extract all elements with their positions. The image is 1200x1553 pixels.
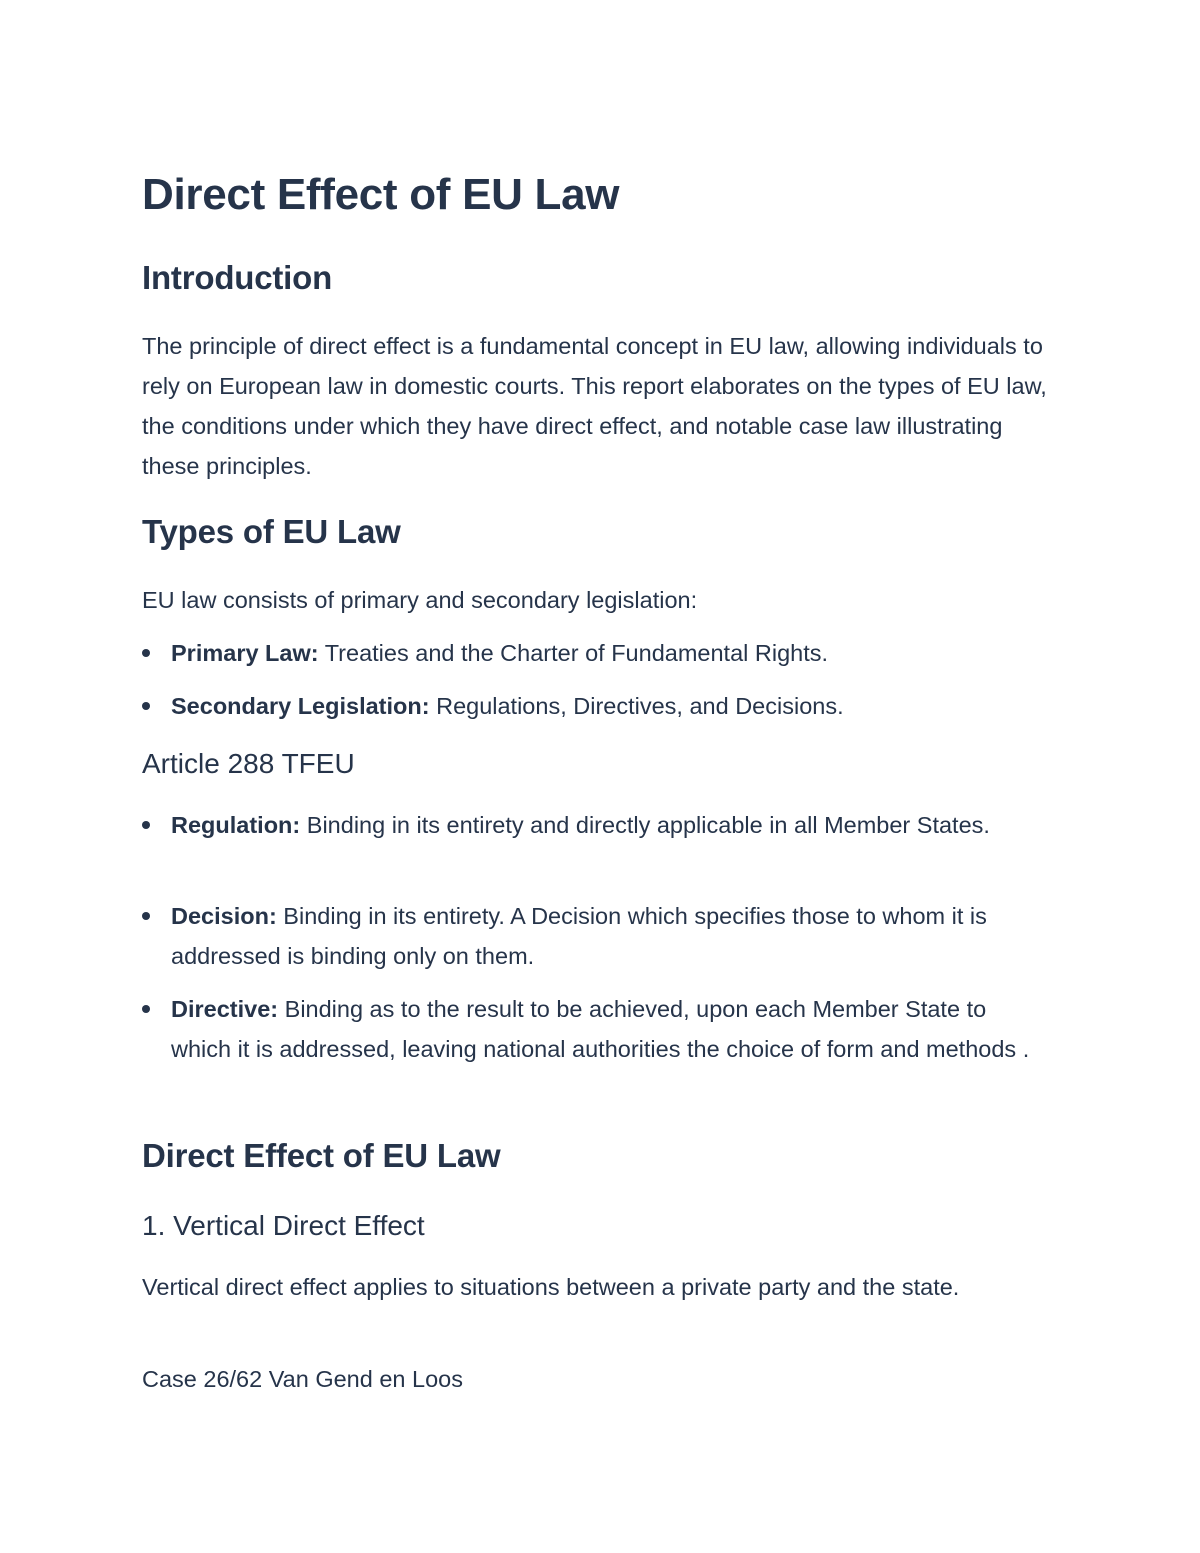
vertical-direct-effect-paragraph: Vertical direct effect applies to situations between a private party and the state. (142, 1274, 960, 1300)
bullet-icon (142, 1005, 150, 1013)
direct-effect-heading: Direct Effect of EU Law (142, 1137, 501, 1174)
list-item-text: Binding in its entirety. A Decision which specifies those to whom it is addressed is binding only on them. (171, 903, 987, 969)
types-heading: Types of EU Law (142, 513, 401, 550)
list-item-secondary-legislation (142, 686, 1062, 726)
list-item-text: Regulations, Directives, and Decisions. (429, 693, 844, 719)
types-lead: EU law consists of primary and secondary legislation: (142, 587, 698, 613)
introduction-paragraph: The principle of direct effect is a fundamental concept in EU law, allowing individuals to rely on European law in domestic courts. This report elaborates on the types of EU law, the conditions under which they have direct effect, and notable case law illustrating these principles. (142, 333, 1047, 479)
article-heading: Article 288 TFEU (142, 748, 355, 779)
vertical-direct-effect-heading: 1. Vertical Direct Effect (142, 1210, 425, 1241)
list-item-term: Primary Law: (171, 640, 319, 666)
list-item-text: Binding as to the result to be achieved, upon each Member State to which it is addressed, leaving national authorities the choice of form and methods . (171, 996, 1030, 1062)
bullet-icon (142, 649, 150, 657)
list-item-term: Regulation: (171, 812, 301, 838)
list-item-directive (142, 989, 1062, 1069)
bullet-icon (142, 702, 150, 710)
list-item-decision (142, 896, 1062, 976)
list-item-text: Binding in its entirety and directly applicable in all Member States. (300, 812, 990, 838)
list-item-term: Decision: (171, 903, 277, 929)
introduction-heading: Introduction (142, 259, 333, 296)
list-item-primary-law (142, 633, 1062, 673)
list-item-term: Secondary Legislation: (171, 693, 430, 719)
list-item-text: Treaties and the Charter of Fundamental Rights. (318, 640, 829, 666)
case-reference: Case 26/62 Van Gend en Loos (142, 1366, 463, 1392)
list-item-term: Directive: (171, 996, 279, 1022)
list-item-regulation (142, 805, 1062, 845)
bullet-icon (142, 821, 150, 829)
document-title: Direct Effect of EU Law (142, 170, 620, 219)
bullet-icon (142, 912, 150, 920)
